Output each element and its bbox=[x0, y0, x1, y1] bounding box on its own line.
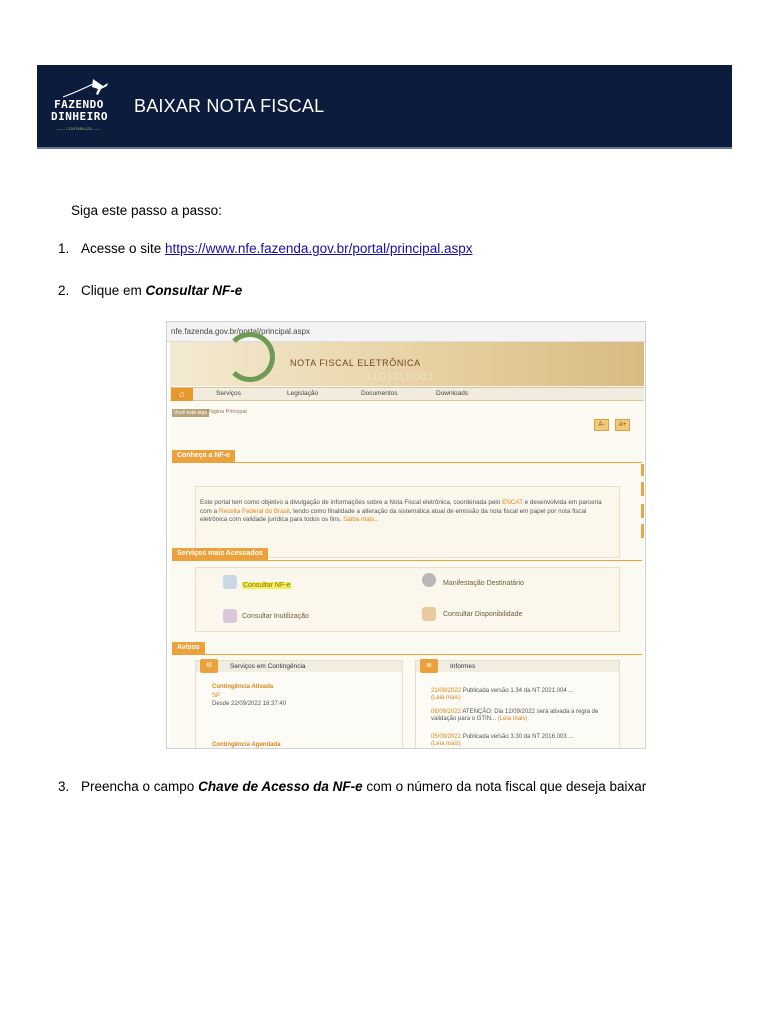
step-1 bbox=[58, 241, 472, 256]
contingencia-panel bbox=[195, 660, 403, 749]
avisos-label: Avisos bbox=[172, 642, 205, 654]
leia-mais-link[interactable]: (Leia mais) bbox=[431, 695, 461, 701]
informes-head: Informes bbox=[416, 661, 619, 672]
informe-text: Publicada versão 1.34 da NT 2021.004 ... bbox=[461, 688, 574, 694]
encat-link[interactable]: ENCAT bbox=[502, 499, 523, 506]
consultar-nfe-link[interactable]: Consultar NF-e bbox=[243, 582, 291, 589]
search-document-icon bbox=[223, 575, 237, 589]
side-tab bbox=[641, 504, 644, 518]
contingencia-head: Serviços em Contingência bbox=[196, 661, 402, 672]
section-divider bbox=[172, 462, 642, 463]
settings-icon: ⚙ bbox=[200, 659, 218, 673]
informe-date: 08/09/2022 bbox=[431, 709, 462, 715]
nfe-logo-icon bbox=[225, 332, 275, 382]
section-divider bbox=[172, 560, 642, 561]
breadcrumb[interactable]: Página Principal bbox=[207, 409, 247, 415]
contingencia-ativada: Contingência Ativada bbox=[212, 684, 274, 690]
step-number: 3. bbox=[58, 779, 70, 794]
banner-title: NOTA FISCAL ELETRÔNICA bbox=[290, 358, 421, 368]
portal-screenshot bbox=[166, 321, 646, 749]
side-tab bbox=[641, 482, 644, 496]
fazendo-dinheiro-logo bbox=[51, 77, 111, 139]
receita-link[interactable]: Receita Federal do Brasil bbox=[218, 507, 290, 515]
informe-item[interactable] bbox=[431, 688, 621, 702]
font-decrease-button[interactable]: A- bbox=[594, 419, 609, 431]
informe-item[interactable] bbox=[431, 709, 621, 723]
step-number: 1. bbox=[58, 241, 70, 256]
informe-item[interactable] bbox=[431, 734, 621, 748]
nfe-banner bbox=[170, 342, 644, 386]
informes-panel bbox=[415, 660, 620, 749]
contingencia-agendada: Contingência Agendada bbox=[212, 742, 281, 748]
nfe-portal-link[interactable]: https://www.nfe.fazenda.gov.br/portal/principal.aspx bbox=[165, 241, 473, 256]
manifestacao-link[interactable]: Manifestação Destinatário bbox=[443, 580, 524, 587]
contingencia-uf: SP bbox=[212, 693, 221, 699]
step-emphasis: Chave de Acesso da NF-e bbox=[198, 779, 363, 794]
search-document-icon bbox=[223, 609, 237, 623]
side-tab bbox=[641, 464, 644, 476]
leia-mais-link[interactable]: (Leia mais) bbox=[431, 741, 461, 747]
step-text: com o número da nota fiscal que deseja baixar bbox=[362, 779, 647, 794]
consultar-inutilizacao-link[interactable]: Consultar Inutilização bbox=[242, 613, 309, 620]
informe-date: 05/09/2022 bbox=[431, 734, 462, 740]
contingencia-desde: Desde 22/09/2022 18:37:40 bbox=[212, 701, 287, 707]
url-bar: nfe.fazenda.gov.br/portal/principal.aspx bbox=[167, 322, 645, 342]
step-number: 2. bbox=[58, 283, 70, 298]
section-divider bbox=[172, 654, 642, 655]
step-text: Clique em bbox=[81, 283, 146, 298]
side-tab bbox=[641, 524, 644, 538]
intro-text: Siga este passo a passo: bbox=[71, 203, 222, 218]
font-increase-button[interactable]: A+ bbox=[615, 419, 630, 431]
home-icon[interactable]: ⌂ bbox=[171, 388, 193, 401]
nav-documentos[interactable]: Documentos bbox=[361, 390, 398, 397]
thumbs-up-icon bbox=[422, 607, 436, 621]
logo-tagline: —— CONTABILIZA —— bbox=[57, 126, 101, 131]
nav-downloads[interactable]: Downloads bbox=[436, 390, 469, 397]
conheca-text: e desenvolvida em parceria com a bbox=[200, 499, 602, 515]
banner-digits: 0101110001 bbox=[365, 371, 435, 383]
informe-text: ATENÇÃO: Dia 12/09/2022 será ativada a regra de validação para o GTIN... bbox=[431, 709, 599, 722]
step-text: Acesse o site bbox=[81, 241, 166, 256]
logo-line-1: FAZENDO bbox=[54, 98, 104, 111]
portal-page bbox=[170, 342, 644, 749]
logo-line-2: DINHEIRO bbox=[51, 110, 108, 123]
conheca-text: Este portal tem como objetivo a divulgação de informações sobre a Nota Fiscal eletrônica, coordenada pelo bbox=[200, 499, 503, 506]
informe-text: Publicada versão 3.30 da NT 2016.003 ... bbox=[461, 734, 574, 740]
consultar-disponibilidade-link[interactable]: Consultar Disponibilidade bbox=[443, 611, 523, 618]
airplane-icon bbox=[61, 77, 111, 99]
nav-legislacao[interactable]: Legislação bbox=[287, 390, 319, 397]
servicos-label: Serviços mais Acessados bbox=[172, 548, 268, 560]
page-title: BAIXAR NOTA FISCAL bbox=[134, 96, 325, 116]
conheca-text: , tendo como finalidade a alteração da sistemática atual de emissão da nota fiscal em papel por nota fiscal eletrônica com validade jurídica para todos os fins. bbox=[200, 507, 587, 523]
leia-mais-link[interactable]: (Leia mais) bbox=[497, 716, 528, 722]
step-emphasis: Consultar NF-e bbox=[145, 283, 243, 298]
nav-servicos[interactable]: Serviços bbox=[216, 390, 241, 397]
document-icon: ≣ bbox=[420, 659, 438, 673]
document-header bbox=[37, 65, 732, 149]
step-3 bbox=[58, 779, 646, 794]
breadcrumb-tag: Você está aqui bbox=[174, 410, 207, 416]
step-text: Preencha o campo bbox=[81, 779, 199, 794]
saiba-mais-link[interactable]: Saiba mais... bbox=[343, 516, 380, 523]
informe-date: 21/09/2022 bbox=[431, 688, 462, 694]
person-icon bbox=[422, 573, 436, 587]
portal-nav bbox=[170, 387, 644, 401]
step-2 bbox=[58, 283, 242, 298]
servicos-box bbox=[195, 567, 620, 632]
conheca-label: Conheça a NF-e bbox=[172, 450, 235, 462]
